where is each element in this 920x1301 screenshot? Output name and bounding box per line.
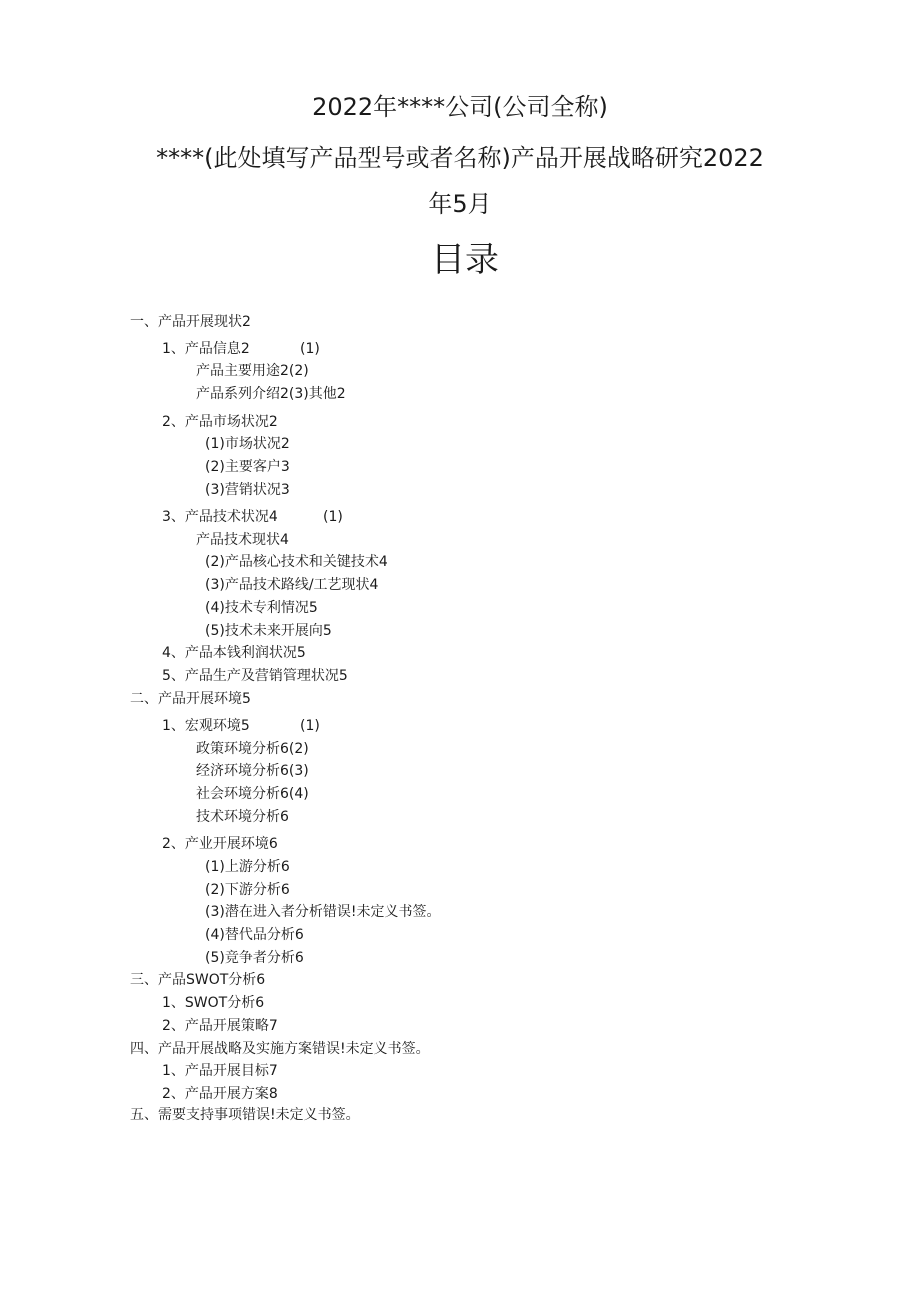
toc-item: 技术环境分析6 [196, 809, 289, 825]
toc-item: 2、产品市场状况2 [162, 414, 278, 430]
toc-item: 1、产品开展目标7 [162, 1063, 278, 1079]
toc-item: 一、产品开展现状2 [130, 314, 251, 330]
toc-item: 三、产品SWOT分析6 [130, 972, 266, 988]
toc-item: 4、产品本钱利润状况5 [162, 645, 306, 661]
toc-item: (4)技术专利情况5 [205, 600, 318, 616]
title-line-2: ****(此处填写产品型号或者名称)产品开展战略研究2022 [156, 144, 764, 172]
toc-item: 1、宏观环境5 [162, 718, 250, 734]
toc-item: (4)替代品分析6 [205, 927, 304, 943]
toc-item: (1) [300, 718, 320, 734]
toc-item: 2、产品开展方案8 [162, 1086, 278, 1102]
toc-heading: 目录 [431, 240, 499, 280]
toc-item: 二、产品开展环境5 [130, 691, 251, 707]
toc-item: (1)上游分析6 [205, 859, 290, 875]
toc-item: (1) [300, 341, 320, 357]
toc-item: (3)营销状况3 [205, 482, 290, 498]
toc-item: 1、SWOT分析6 [162, 995, 265, 1011]
toc-item: 政策环境分析6(2) [196, 741, 309, 757]
title-line-3: 年5月 [428, 190, 492, 218]
toc-item: (2)下游分析6 [205, 882, 290, 898]
toc-item: (5)技术未来开展向5 [205, 623, 332, 639]
toc-item: 产品系列介绍2(3)其他2 [196, 386, 346, 402]
toc-item: 3、产品技术状况4 [162, 509, 278, 525]
toc-item: 2、产品开展策略7 [162, 1018, 278, 1034]
toc-item: 2、产业开展环境6 [162, 836, 278, 852]
toc-item: (2)产品核心技术和关键技术4 [205, 554, 388, 570]
toc-item: (2)主要客户3 [205, 459, 290, 475]
toc-item: (1)市场状况2 [205, 436, 290, 452]
toc-item: (3)产品技术路线/工艺现状4 [205, 577, 379, 593]
toc-item: 五、需要支持事项错误!未定义书签。 [130, 1107, 360, 1123]
toc-item: 社会环境分析6(4) [196, 786, 309, 802]
toc-item: (1) [323, 509, 343, 525]
toc-item: 四、产品开展战略及实施方案错误!未定义书签。 [130, 1041, 430, 1057]
toc-item: 经济环境分析6(3) [196, 763, 309, 779]
title-line-1: 2022年****公司(公司全称) [312, 93, 608, 121]
toc-item: 1、产品信息2 [162, 341, 250, 357]
toc-item: 5、产品生产及营销管理状况5 [162, 668, 348, 684]
toc-item: (3)潜在进入者分析错误!未定义书签。 [205, 904, 441, 920]
toc-item: 产品主要用途2(2) [196, 363, 309, 379]
toc-item: (5)竞争者分析6 [205, 950, 304, 966]
toc-item: 产品技术现状4 [196, 532, 289, 548]
